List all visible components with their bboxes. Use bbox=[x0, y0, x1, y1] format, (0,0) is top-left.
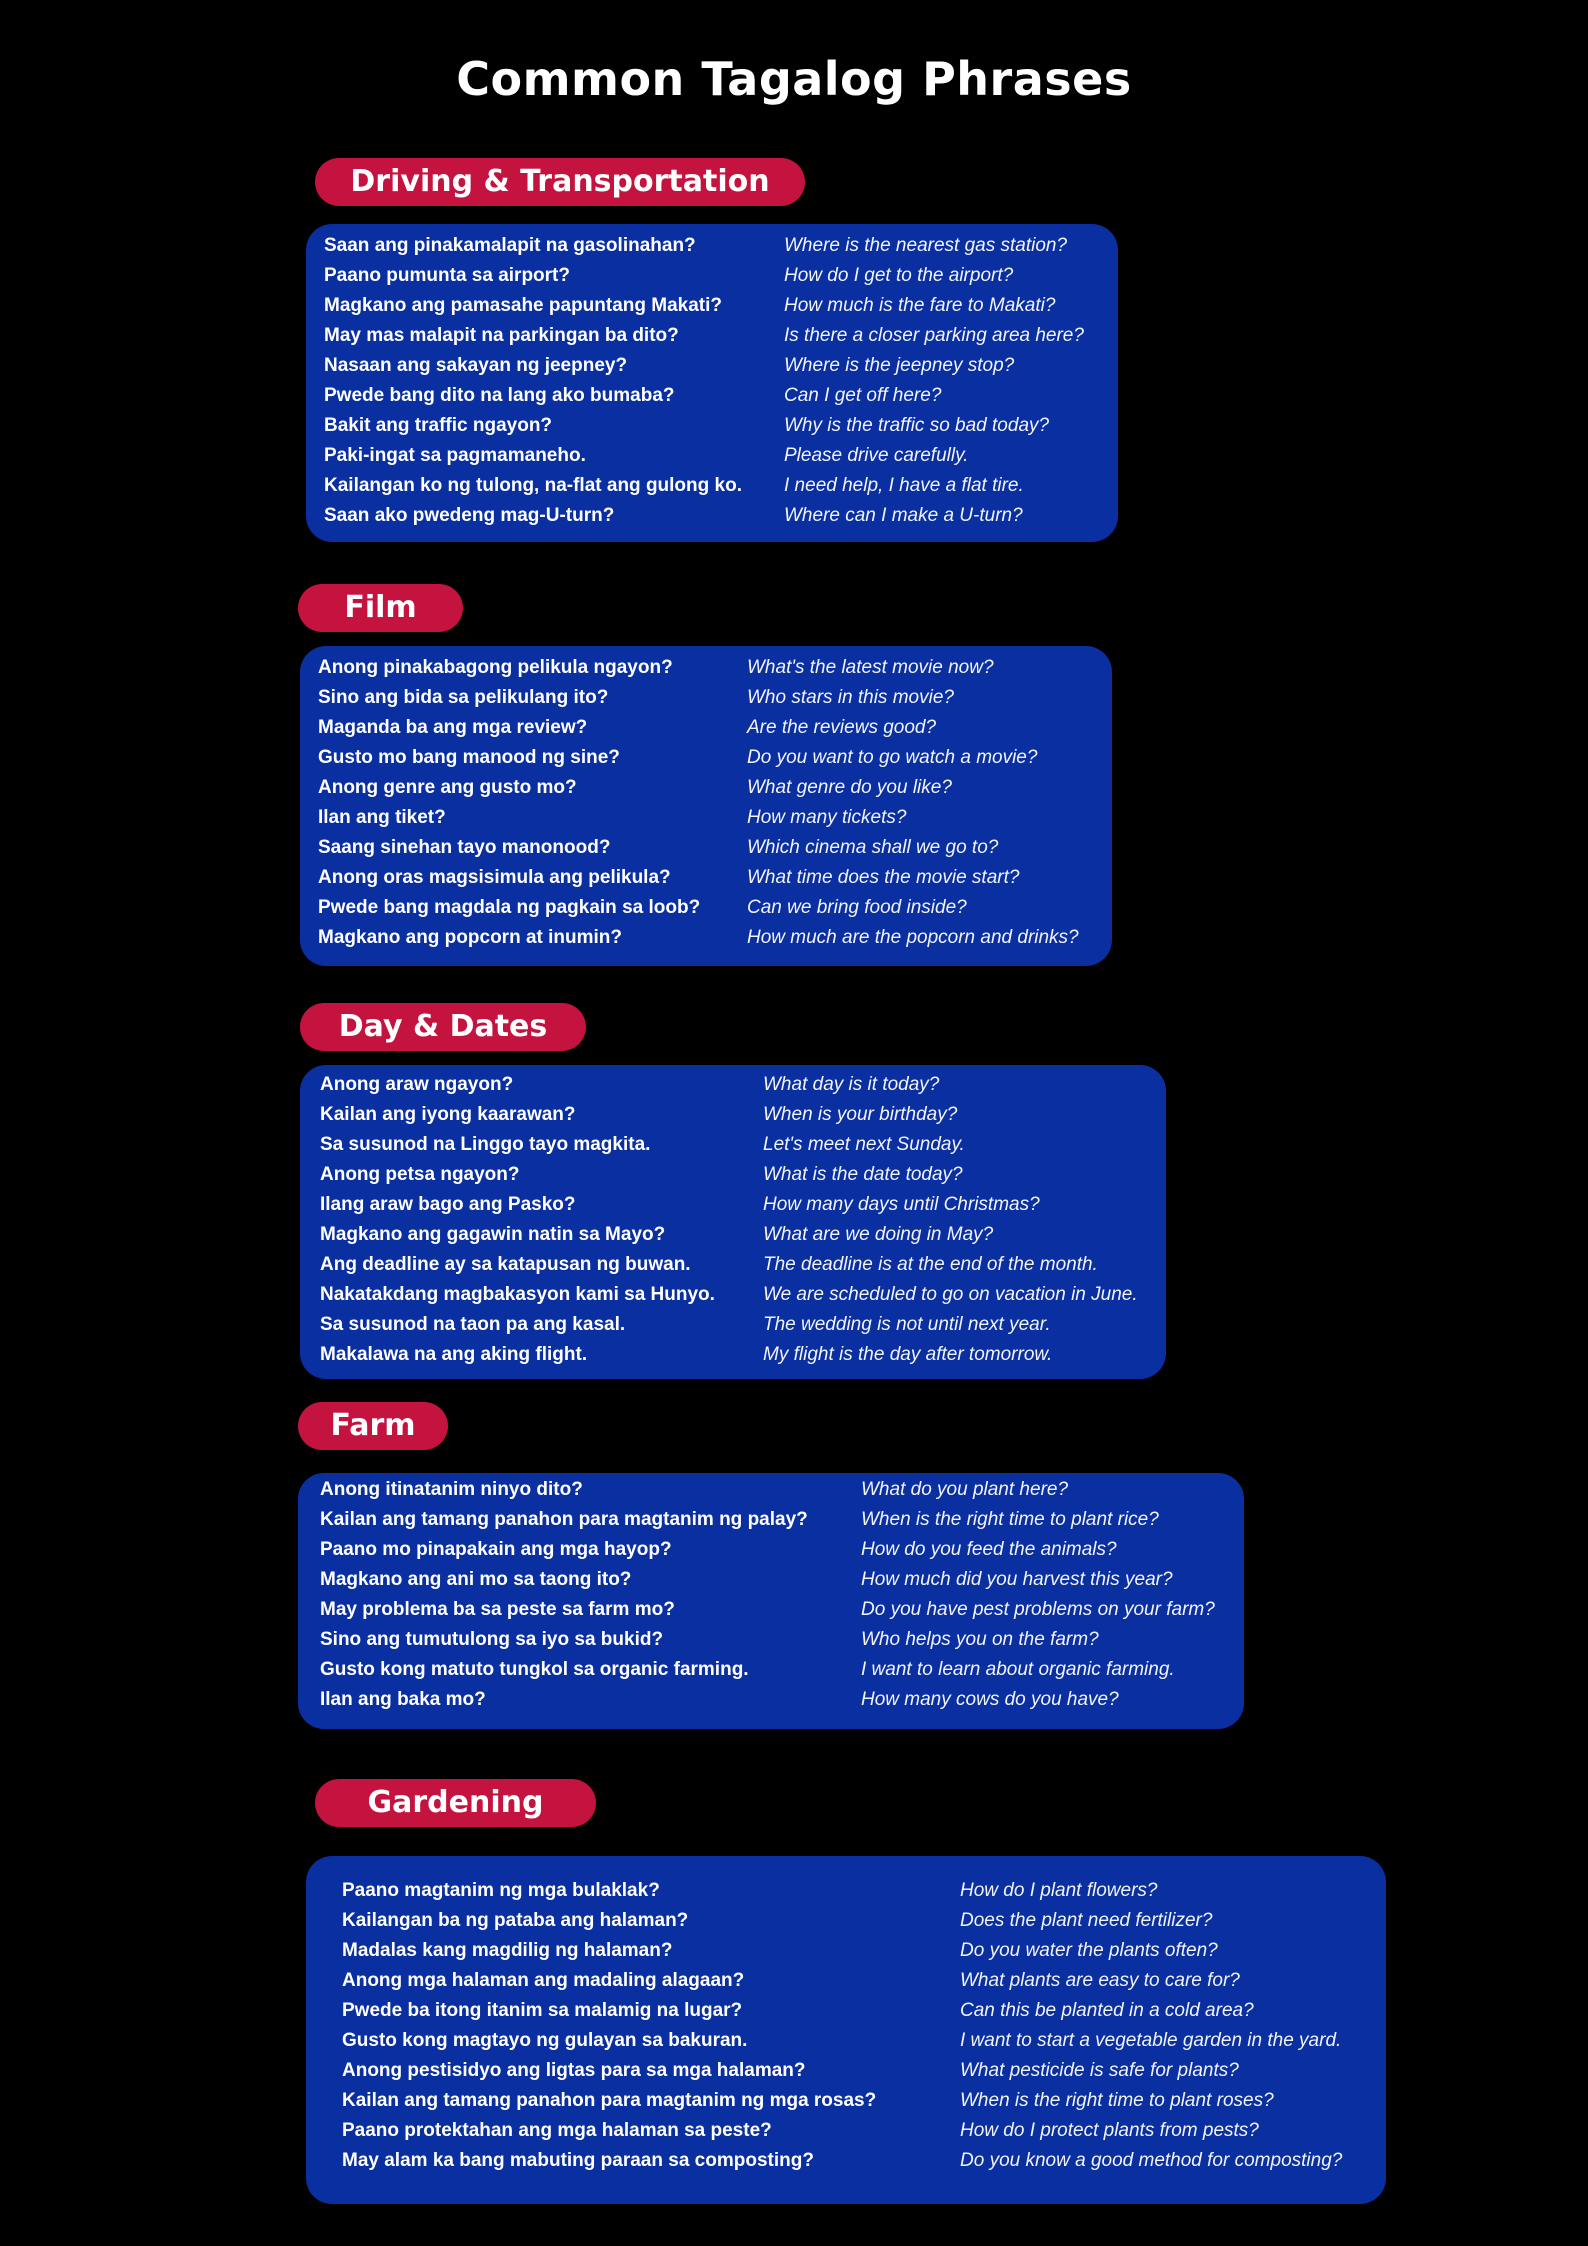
phrase-row bbox=[300, 1220, 1166, 1250]
tagalog-phrase: Ang deadline ay sa katapusan ng buwan. bbox=[320, 1254, 691, 1275]
section-header-farm: Farm bbox=[298, 1402, 448, 1450]
tagalog-phrase: Paki-ingat sa pagmamaneho. bbox=[324, 445, 586, 466]
english-translation: I need help, I have a flat tire. bbox=[784, 475, 1024, 496]
english-translation: How much is the fare to Makati? bbox=[784, 295, 1056, 316]
tagalog-phrase: Anong oras magsisimula ang pelikula? bbox=[318, 867, 671, 888]
tagalog-phrase: Anong pinakabagong pelikula ngayon? bbox=[318, 657, 673, 678]
phrase-row bbox=[306, 2116, 1386, 2146]
tagalog-phrase: Sino ang bida sa pelikulang ito? bbox=[318, 687, 609, 708]
english-translation: Where is the nearest gas station? bbox=[784, 235, 1068, 256]
tagalog-phrase: Ilan ang baka mo? bbox=[320, 1689, 486, 1710]
english-translation: Can I get off here? bbox=[784, 385, 942, 406]
section-header-gardening: Gardening bbox=[315, 1779, 596, 1827]
english-translation: What is the date today? bbox=[763, 1164, 963, 1185]
phrase-row bbox=[300, 1100, 1166, 1130]
english-translation: Who helps you on the farm? bbox=[861, 1629, 1099, 1650]
english-translation: Can this be planted in a cold area? bbox=[960, 2000, 1254, 2021]
english-translation: What do you plant here? bbox=[861, 1479, 1069, 1500]
english-translation: Who stars in this movie? bbox=[747, 687, 954, 708]
phrase-row bbox=[306, 441, 1118, 471]
phrase-row bbox=[306, 2146, 1386, 2176]
phrase-row bbox=[298, 1475, 1244, 1505]
english-translation: How many tickets? bbox=[747, 807, 907, 828]
english-translation: How many days until Christmas? bbox=[763, 1194, 1040, 1215]
phrase-row bbox=[306, 291, 1118, 321]
english-translation: When is the right time to plant rice? bbox=[861, 1509, 1159, 1530]
tagalog-phrase: Anong pestisidyo ang ligtas para sa mga halaman? bbox=[342, 2060, 806, 2081]
english-translation: Does the plant need fertilizer? bbox=[960, 1910, 1213, 1931]
english-translation: When is your birthday? bbox=[763, 1104, 958, 1125]
phrase-row bbox=[298, 1685, 1244, 1715]
page-title: Common Tagalog Phrases bbox=[456, 52, 1132, 106]
tagalog-phrase: Makalawa na ang aking flight. bbox=[320, 1344, 588, 1365]
english-translation: Which cinema shall we go to? bbox=[747, 837, 999, 858]
tagalog-phrase: Kailan ang iyong kaarawan? bbox=[320, 1104, 576, 1125]
english-translation: I want to learn about organic farming. bbox=[861, 1659, 1175, 1680]
tagalog-phrase: Saang sinehan tayo manonood? bbox=[318, 837, 611, 858]
phrase-row bbox=[300, 1160, 1166, 1190]
phrase-row bbox=[300, 773, 1112, 803]
phrase-row bbox=[300, 863, 1112, 893]
english-translation: The wedding is not until next year. bbox=[763, 1314, 1051, 1335]
phrase-row bbox=[300, 683, 1112, 713]
english-translation: Please drive carefully. bbox=[784, 445, 969, 466]
tagalog-phrase: Madalas kang magdilig ng halaman? bbox=[342, 1940, 673, 1961]
phrase-row bbox=[298, 1625, 1244, 1655]
tagalog-phrase: Saan ako pwedeng mag-U-turn? bbox=[324, 505, 615, 526]
tagalog-phrase: Sino ang tumutulong sa iyo sa bukid? bbox=[320, 1629, 664, 1650]
phrase-panel-gardening bbox=[306, 1856, 1386, 2204]
section-header-film: Film bbox=[298, 584, 463, 632]
tagalog-phrase: Paano pumunta sa airport? bbox=[324, 265, 570, 286]
english-translation: How much are the popcorn and drinks? bbox=[747, 927, 1079, 948]
english-translation: How do I get to the airport? bbox=[784, 265, 1014, 286]
phrase-row bbox=[300, 743, 1112, 773]
tagalog-phrase: Magkano ang ani mo sa taong ito? bbox=[320, 1569, 632, 1590]
english-translation: Are the reviews good? bbox=[747, 717, 937, 738]
tagalog-phrase: Anong petsa ngayon? bbox=[320, 1164, 520, 1185]
english-translation: What are we doing in May? bbox=[763, 1224, 994, 1245]
tagalog-phrase: Magkano ang popcorn at inumin? bbox=[318, 927, 622, 948]
phrase-panel-driving-transportation bbox=[306, 224, 1118, 542]
tagalog-phrase: Magkano ang pamasahe papuntang Makati? bbox=[324, 295, 723, 316]
english-translation: How do you feed the animals? bbox=[861, 1539, 1117, 1560]
phrase-row bbox=[306, 321, 1118, 351]
tagalog-phrase: Pwede bang magdala ng pagkain sa loob? bbox=[318, 897, 701, 918]
phrase-row bbox=[300, 923, 1112, 953]
tagalog-phrase: Nasaan ang sakayan ng jeepney? bbox=[324, 355, 628, 376]
phrase-row bbox=[300, 803, 1112, 833]
phrase-row bbox=[306, 231, 1118, 261]
phrase-row bbox=[300, 1130, 1166, 1160]
english-translation: Is there a closer parking area here? bbox=[784, 325, 1084, 346]
tagalog-phrase: May alam ka bang mabuting paraan sa composting? bbox=[342, 2150, 814, 2171]
english-translation: How do I plant flowers? bbox=[960, 1880, 1158, 1901]
tagalog-phrase: Anong genre ang gusto mo? bbox=[318, 777, 577, 798]
tagalog-phrase: May problema ba sa peste sa farm mo? bbox=[320, 1599, 675, 1620]
phrase-row bbox=[306, 2056, 1386, 2086]
phrase-panel-day-dates bbox=[300, 1065, 1166, 1379]
english-translation: Do you want to go watch a movie? bbox=[747, 747, 1038, 768]
phrase-row bbox=[300, 1310, 1166, 1340]
english-translation: We are scheduled to go on vacation in June. bbox=[763, 1284, 1138, 1305]
phrase-panel-farm bbox=[298, 1473, 1244, 1729]
phrase-row bbox=[300, 1250, 1166, 1280]
tagalog-phrase: Kailan ang tamang panahon para magtanim ng mga rosas? bbox=[342, 2090, 877, 2111]
tagalog-phrase: Kailangan ko ng tulong, na-flat ang gulong ko. bbox=[324, 475, 742, 496]
tagalog-phrase: Nakatakdang magbakasyon kami sa Hunyo. bbox=[320, 1284, 715, 1305]
english-translation: The deadline is at the end of the month. bbox=[763, 1254, 1098, 1275]
tagalog-phrase: Saan ang pinakamalapit na gasolinahan? bbox=[324, 235, 696, 256]
tagalog-phrase: Gusto kong matuto tungkol sa organic farming. bbox=[320, 1659, 749, 1680]
phrase-row bbox=[306, 1996, 1386, 2026]
english-translation: Let's meet next Sunday. bbox=[763, 1134, 965, 1155]
phrase-row bbox=[300, 713, 1112, 743]
tagalog-phrase: Kailangan ba ng pataba ang halaman? bbox=[342, 1910, 689, 1931]
phrase-row bbox=[306, 2086, 1386, 2116]
english-translation: Why is the traffic so bad today? bbox=[784, 415, 1050, 436]
english-translation: Where can I make a U-turn? bbox=[784, 505, 1023, 526]
tagalog-phrase: Ilang araw bago ang Pasko? bbox=[320, 1194, 576, 1215]
phrase-row bbox=[298, 1655, 1244, 1685]
phrase-row bbox=[300, 1280, 1166, 1310]
english-translation: What's the latest movie now? bbox=[747, 657, 994, 678]
tagalog-phrase: Bakit ang traffic ngayon? bbox=[324, 415, 553, 436]
phrase-row bbox=[300, 653, 1112, 683]
tagalog-phrase: Paano magtanim ng mga bulaklak? bbox=[342, 1880, 660, 1901]
section-header-driving-transportation: Driving & Transportation bbox=[315, 158, 805, 206]
phrase-row bbox=[306, 2026, 1386, 2056]
tagalog-phrase: Anong itinatanim ninyo dito? bbox=[320, 1479, 583, 1500]
tagalog-phrase: Pwede ba itong itanim sa malamig na lugar? bbox=[342, 2000, 743, 2021]
phrase-row bbox=[306, 1876, 1386, 1906]
english-translation: Do you know a good method for composting? bbox=[960, 2150, 1343, 2171]
english-translation: My flight is the day after tomorrow. bbox=[763, 1344, 1053, 1365]
tagalog-phrase: Paano mo pinapakain ang mga hayop? bbox=[320, 1539, 672, 1560]
english-translation: When is the right time to plant roses? bbox=[960, 2090, 1274, 2111]
phrase-panel-film bbox=[300, 646, 1112, 966]
tagalog-phrase: Gusto mo bang manood ng sine? bbox=[318, 747, 620, 768]
phrase-row bbox=[300, 1190, 1166, 1220]
phrase-row bbox=[298, 1505, 1244, 1535]
english-translation: What day is it today? bbox=[763, 1074, 940, 1095]
english-translation: What genre do you like? bbox=[747, 777, 952, 798]
tagalog-phrase: Gusto kong magtayo ng gulayan sa bakuran. bbox=[342, 2030, 748, 2051]
english-translation: How do I protect plants from pests? bbox=[960, 2120, 1259, 2141]
english-translation: Do you have pest problems on your farm? bbox=[861, 1599, 1215, 1620]
section-header-day-dates: Day & Dates bbox=[300, 1003, 586, 1051]
english-translation: I want to start a vegetable garden in the yard. bbox=[960, 2030, 1342, 2051]
phrase-row bbox=[306, 501, 1118, 531]
tagalog-phrase: May mas malapit na parkingan ba dito? bbox=[324, 325, 679, 346]
english-translation: What plants are easy to care for? bbox=[960, 1970, 1240, 1991]
tagalog-phrase: Kailan ang tamang panahon para magtanim ng palay? bbox=[320, 1509, 808, 1530]
tagalog-phrase: Sa susunod na Linggo tayo magkita. bbox=[320, 1134, 651, 1155]
phrase-row bbox=[306, 471, 1118, 501]
phrase-row bbox=[298, 1565, 1244, 1595]
english-translation: Can we bring food inside? bbox=[747, 897, 967, 918]
tagalog-phrase: Maganda ba ang mga review? bbox=[318, 717, 588, 738]
tagalog-phrase: Anong mga halaman ang madaling alagaan? bbox=[342, 1970, 745, 1991]
tagalog-phrase: Pwede bang dito na lang ako bumaba? bbox=[324, 385, 675, 406]
tagalog-phrase: Sa susunod na taon pa ang kasal. bbox=[320, 1314, 626, 1335]
tagalog-phrase: Ilan ang tiket? bbox=[318, 807, 446, 828]
phrase-row bbox=[298, 1595, 1244, 1625]
phrase-row bbox=[306, 1906, 1386, 1936]
english-translation: How much did you harvest this year? bbox=[861, 1569, 1173, 1590]
english-translation: Where is the jeepney stop? bbox=[784, 355, 1015, 376]
phrase-row bbox=[300, 1070, 1166, 1100]
tagalog-phrase: Anong araw ngayon? bbox=[320, 1074, 514, 1095]
english-translation: What pesticide is safe for plants? bbox=[960, 2060, 1239, 2081]
english-translation: What time does the movie start? bbox=[747, 867, 1020, 888]
phrase-row bbox=[306, 411, 1118, 441]
english-translation: Do you water the plants often? bbox=[960, 1940, 1218, 1961]
english-translation: How many cows do you have? bbox=[861, 1689, 1119, 1710]
phrase-row bbox=[306, 261, 1118, 291]
phrase-row bbox=[300, 833, 1112, 863]
phrase-row bbox=[300, 893, 1112, 923]
phrase-row bbox=[306, 1966, 1386, 1996]
phrase-row bbox=[306, 1936, 1386, 1966]
tagalog-phrase: Paano protektahan ang mga halaman sa peste? bbox=[342, 2120, 772, 2141]
phrase-row bbox=[298, 1535, 1244, 1565]
phrase-row bbox=[306, 351, 1118, 381]
phrase-row bbox=[300, 1340, 1166, 1370]
tagalog-phrase: Magkano ang gagawin natin sa Mayo? bbox=[320, 1224, 666, 1245]
phrase-row bbox=[306, 381, 1118, 411]
